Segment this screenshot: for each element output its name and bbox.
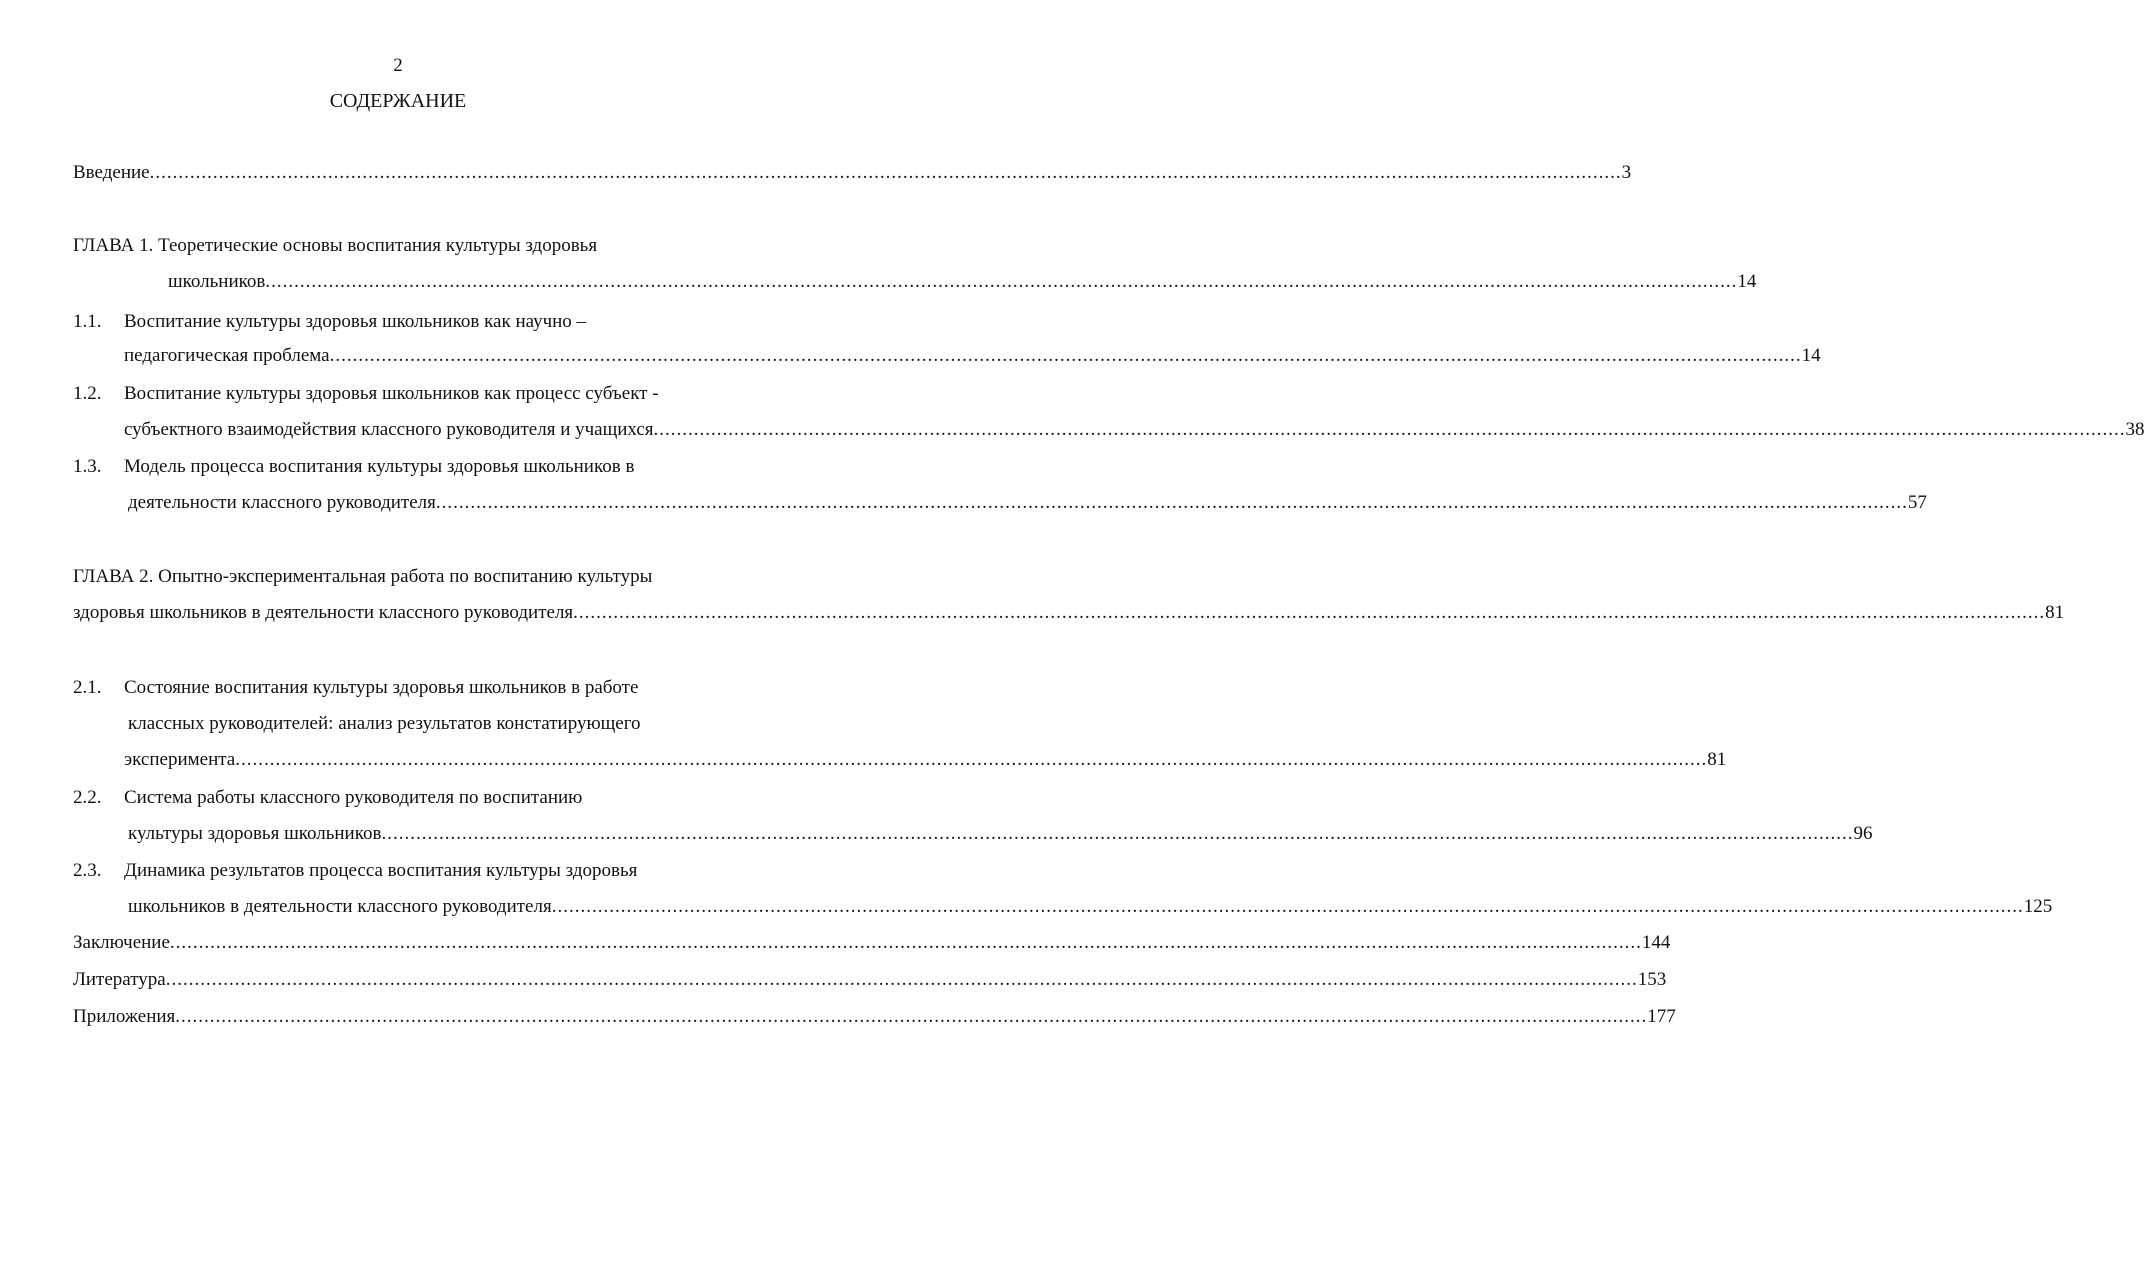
- toc-entry-literature[interactable]: [73, 969, 1667, 991]
- toc-entry-appendix[interactable]: [73, 1006, 1676, 1028]
- entry-text: Заключение: [73, 932, 170, 953]
- toc-entry-2-2[interactable]: [128, 823, 1873, 845]
- dot-leader: ................................................................................................................................................................................................................................................................: [329, 345, 1802, 366]
- entry-text: педагогическая проблема: [124, 345, 330, 366]
- entry-page: 38: [2125, 419, 2145, 440]
- dot-leader: ................................................................................................................................................................................................................................................................: [175, 1006, 1648, 1027]
- toc-title: СОДЕРЖАНИЕ: [329, 90, 467, 112]
- entry-text: деятельности классного руководителя: [128, 492, 436, 513]
- section-2-1-title[interactable]: Состояние воспитания культуры здоровья школьников в работе: [124, 677, 639, 698]
- section-number: 1.2.: [73, 383, 102, 404]
- entry-page: 96: [1853, 823, 1873, 844]
- section-1-3-title[interactable]: Модель процесса воспитания культуры здоровья школьников в: [124, 456, 635, 477]
- section-1-2-title[interactable]: Воспитание культуры здоровья школьников как процесс субъект -: [124, 383, 659, 404]
- entry-text: Литература: [73, 969, 166, 990]
- chapter2-heading[interactable]: ГЛАВА 2. Опытно-экспериментальная работа по воспитанию культуры: [73, 566, 653, 587]
- entry-page: 153: [1637, 969, 1667, 990]
- dot-leader: ................................................................................................................................................................................................................................................................: [653, 419, 2126, 440]
- entry-page: 144: [1641, 932, 1671, 953]
- dot-leader: ................................................................................................................................................................................................................................................................: [551, 896, 2024, 917]
- entry-text: Приложения: [73, 1006, 176, 1027]
- entry-text: субъектного взаимодействия классного руководителя и учащихся: [124, 419, 654, 440]
- entry-text: Введение: [73, 162, 150, 183]
- section-1-1-title[interactable]: Воспитание культуры здоровья школьников как научно –: [124, 311, 587, 332]
- dot-leader: ................................................................................................................................................................................................................................................................: [149, 162, 1622, 183]
- entry-page: 81: [1707, 749, 1727, 770]
- entry-page: 14: [1801, 345, 1821, 366]
- section-number: 2.2.: [73, 787, 102, 808]
- entry-text: эксперимента: [124, 749, 236, 770]
- section-2-2-title[interactable]: Система работы классного руководителя по воспитанию: [124, 787, 583, 808]
- entry-page: 81: [2045, 602, 2065, 623]
- dot-leader: ................................................................................................................................................................................................................................................................: [435, 492, 1908, 513]
- toc-entry-conclusion[interactable]: [73, 932, 1671, 954]
- entry-page: 14: [1737, 271, 1757, 292]
- entry-page: 57: [1907, 492, 1927, 513]
- dot-leader: ................................................................................................................................................................................................................................................................: [165, 969, 1638, 990]
- dot-leader: ................................................................................................................................................................................................................................................................: [235, 749, 1708, 770]
- toc-entry-2-1[interactable]: [124, 749, 1727, 771]
- section-number: 2.3.: [73, 860, 102, 881]
- toc-entry-2-3[interactable]: [128, 896, 2053, 918]
- dot-leader: ................................................................................................................................................................................................................................................................: [381, 823, 1854, 844]
- section-2-1-title-cont[interactable]: классных руководителей: анализ результатов констатирующего: [128, 713, 641, 734]
- section-number: 1.3.: [73, 456, 102, 477]
- entry-text: здоровья школьников в деятельности классного руководителя: [73, 602, 574, 623]
- section-number: 1.1.: [73, 311, 102, 332]
- dot-leader: ................................................................................................................................................................................................................................................................: [169, 932, 1642, 953]
- page-number: 2: [393, 55, 403, 76]
- entry-text: школьников в деятельности классного руководителя: [128, 896, 552, 917]
- chapter1-heading[interactable]: ГЛАВА 1. Теоретические основы воспитания культуры здоровья: [73, 235, 598, 256]
- entry-page: 125: [2023, 896, 2053, 917]
- toc-entry-chapter1[interactable]: [168, 271, 1757, 293]
- toc-entry-1-1[interactable]: [124, 345, 1821, 367]
- toc-entry-intro[interactable]: [73, 162, 1632, 184]
- dot-leader: ................................................................................................................................................................................................................................................................: [573, 602, 2046, 623]
- entry-text: культуры здоровья школьников: [128, 823, 382, 844]
- toc-entry-chapter2[interactable]: [73, 602, 2065, 624]
- dot-leader: ................................................................................................................................................................................................................................................................: [265, 271, 1738, 292]
- toc-entry-1-2[interactable]: [124, 419, 2145, 441]
- entry-page: 3: [1621, 162, 1632, 183]
- toc-entry-1-3[interactable]: [128, 492, 1927, 514]
- entry-page: 177: [1647, 1006, 1676, 1027]
- section-2-3-title[interactable]: Динамика результатов процесса воспитания культуры здоровья: [124, 860, 638, 881]
- section-number: 2.1.: [73, 677, 102, 698]
- entry-text: школьников: [168, 271, 266, 292]
